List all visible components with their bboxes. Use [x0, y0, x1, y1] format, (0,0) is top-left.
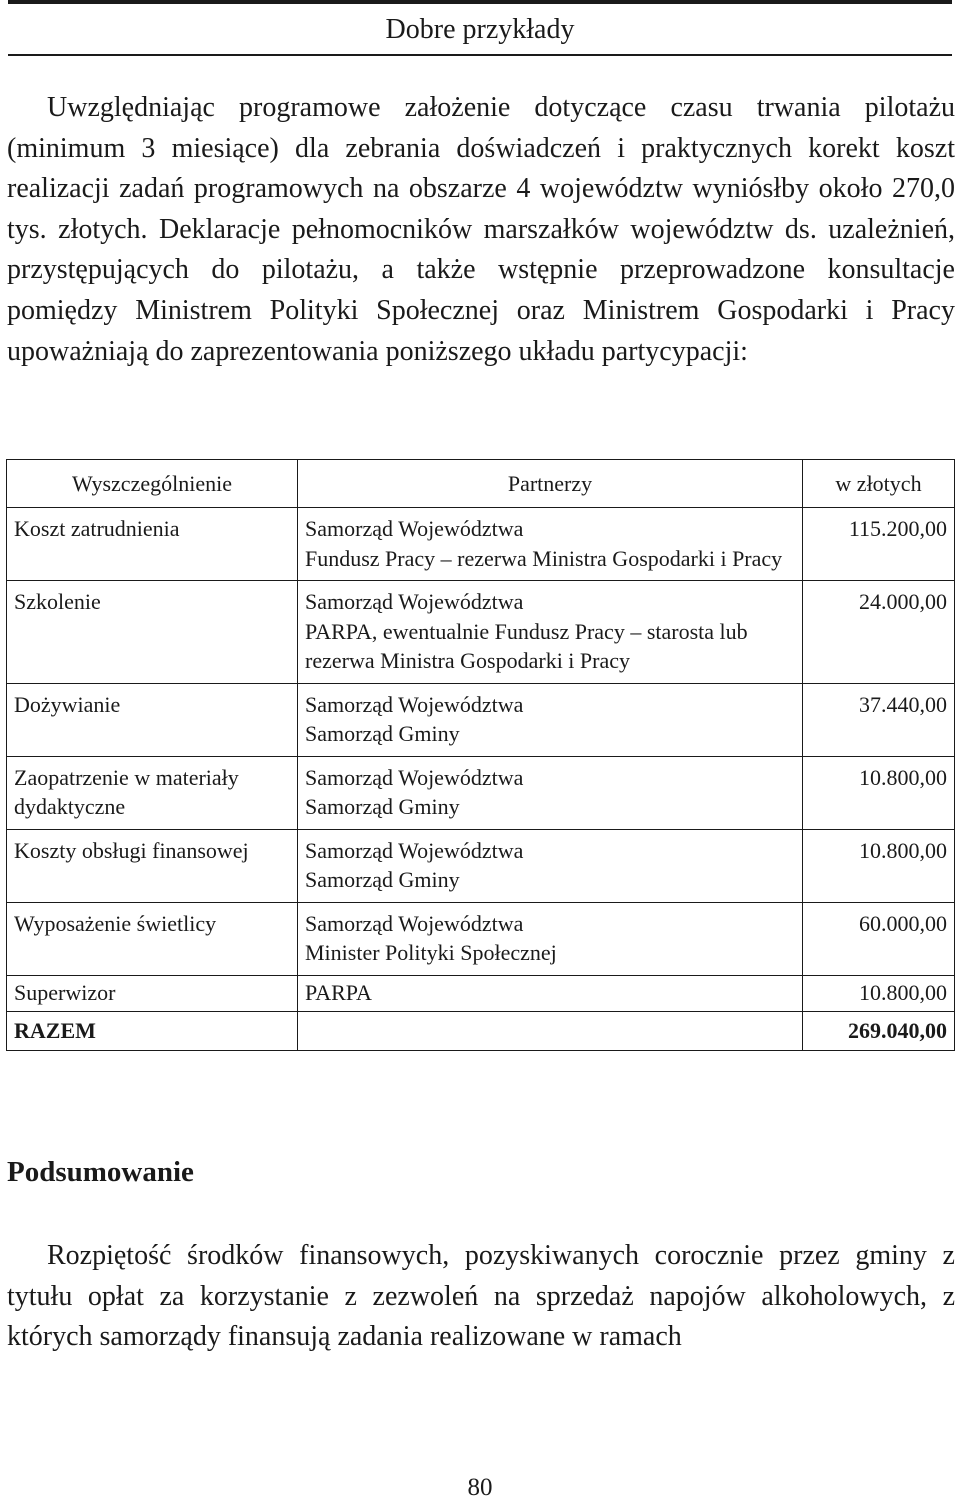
- amount-cell: 10.800,00: [803, 756, 955, 829]
- total-label: RAZEM: [7, 1012, 298, 1051]
- partner-line: Fundusz Pracy – rezerwa Ministra Gospodarki i Pracy: [305, 545, 783, 571]
- partners-cell: [298, 829, 803, 902]
- item-label: Koszty obsługi finansowej: [14, 837, 249, 863]
- table-row: [7, 975, 955, 1012]
- item-cell: [7, 975, 298, 1012]
- table-row: [7, 683, 955, 756]
- partners-cell: [298, 756, 803, 829]
- partner-line: Samorząd Województwa: [305, 516, 524, 541]
- table-row: [7, 581, 955, 684]
- amount-cell: 60.000,00: [803, 902, 955, 975]
- intro-paragraph: Uwzględniając programowe założenie dotyczące czasu trwania pilotażu (minimum 3 miesiące) dla zebrania doświadczeń i praktycznych korekt koszt realizacji zadań programowych na obszarze 4 województw wyniósłby około 270,0 tys. złotych. Deklaracje pełnomocników marszałków województw ds. uzależnień, przystępujących do pilotażu, a także wstępnie przeprowadzone konsultacje pomiędzy Ministrem Polityki Społecznej oraz Ministrem Gospodarki i Pracy upoważniają do zaprezentowania poniższego układu partycypacji:: [7, 92, 955, 367]
- header-amount: w złotych: [803, 460, 955, 508]
- item-label: Koszt zatrudnienia: [14, 516, 180, 541]
- partner-line: Samorząd Gminy: [305, 721, 460, 746]
- amount-cell: 10.800,00: [803, 829, 955, 902]
- partner-line: Samorząd Województwa: [305, 910, 524, 936]
- partner-line: Samorząd Gminy: [305, 867, 460, 892]
- amount-cell: 37.440,00: [803, 683, 955, 756]
- item-label: Zaopatrzenie w materiały: [14, 764, 239, 790]
- total-amount: 269.040,00: [803, 1012, 955, 1051]
- amount-cell: 115.200,00: [803, 508, 955, 581]
- partner-line: PARPA: [305, 979, 372, 1005]
- amount-cell: 10.800,00: [803, 975, 955, 1012]
- partners-cell: [298, 975, 803, 1012]
- header-partners: Partnerzy: [298, 460, 803, 508]
- table-row: [7, 756, 955, 829]
- page-number: 80: [467, 1474, 493, 1501]
- budget-table: [6, 459, 955, 1051]
- partner-line: Samorząd Województwa: [305, 837, 524, 863]
- item-cell: [7, 756, 298, 829]
- table-row: [7, 902, 955, 975]
- partner-line: Samorząd Województwa: [305, 691, 524, 717]
- table-row: [7, 508, 955, 581]
- item-label: dydaktyczne: [14, 794, 126, 819]
- partners-cell: [298, 683, 803, 756]
- summary-paragraph: Rozpiętość środków finansowych, pozyskiwanych corocznie przez gminy z tytułu opłat za korzystanie z zezwoleń na sprzedaż napojów alkoholowych, z których samorządy finansują zadania realizowane w ramach: [7, 1240, 955, 1353]
- header-rule: [8, 54, 952, 56]
- item-cell: [7, 508, 298, 581]
- total-partners-cell: [298, 1012, 803, 1051]
- item-label: Dożywianie: [14, 691, 121, 717]
- partners-cell: [298, 902, 803, 975]
- partner-line: Samorząd Gminy: [305, 794, 460, 819]
- item-cell: [7, 902, 298, 975]
- partners-cell: [298, 581, 803, 684]
- item-label: Szkolenie: [14, 589, 101, 614]
- partner-line: PARPA, ewentualnie Fundusz Pracy – starosta lub rezerwa Ministra Gospodarki i Pracy: [305, 618, 748, 673]
- table-header-row: [7, 460, 955, 508]
- running-head: Dobre przykłady: [385, 14, 575, 45]
- item-cell: [7, 683, 298, 756]
- amount-cell: 24.000,00: [803, 581, 955, 684]
- partner-line: Samorząd Województwa: [305, 589, 524, 614]
- top-rule: [8, 0, 952, 4]
- partner-line: Samorząd Województwa: [305, 764, 524, 790]
- total-row: [7, 1012, 955, 1051]
- item-label: Wyposażenie świetlicy: [14, 910, 217, 936]
- item-cell: [7, 829, 298, 902]
- item-cell: [7, 581, 298, 684]
- partner-line: Minister Polityki Społecznej: [305, 940, 557, 965]
- section-heading: Podsumowanie: [7, 1156, 194, 1188]
- table-row: [7, 829, 955, 902]
- item-label: Superwizor: [14, 979, 116, 1005]
- partners-cell: [298, 508, 803, 581]
- header-item: Wyszczególnienie: [7, 460, 298, 508]
